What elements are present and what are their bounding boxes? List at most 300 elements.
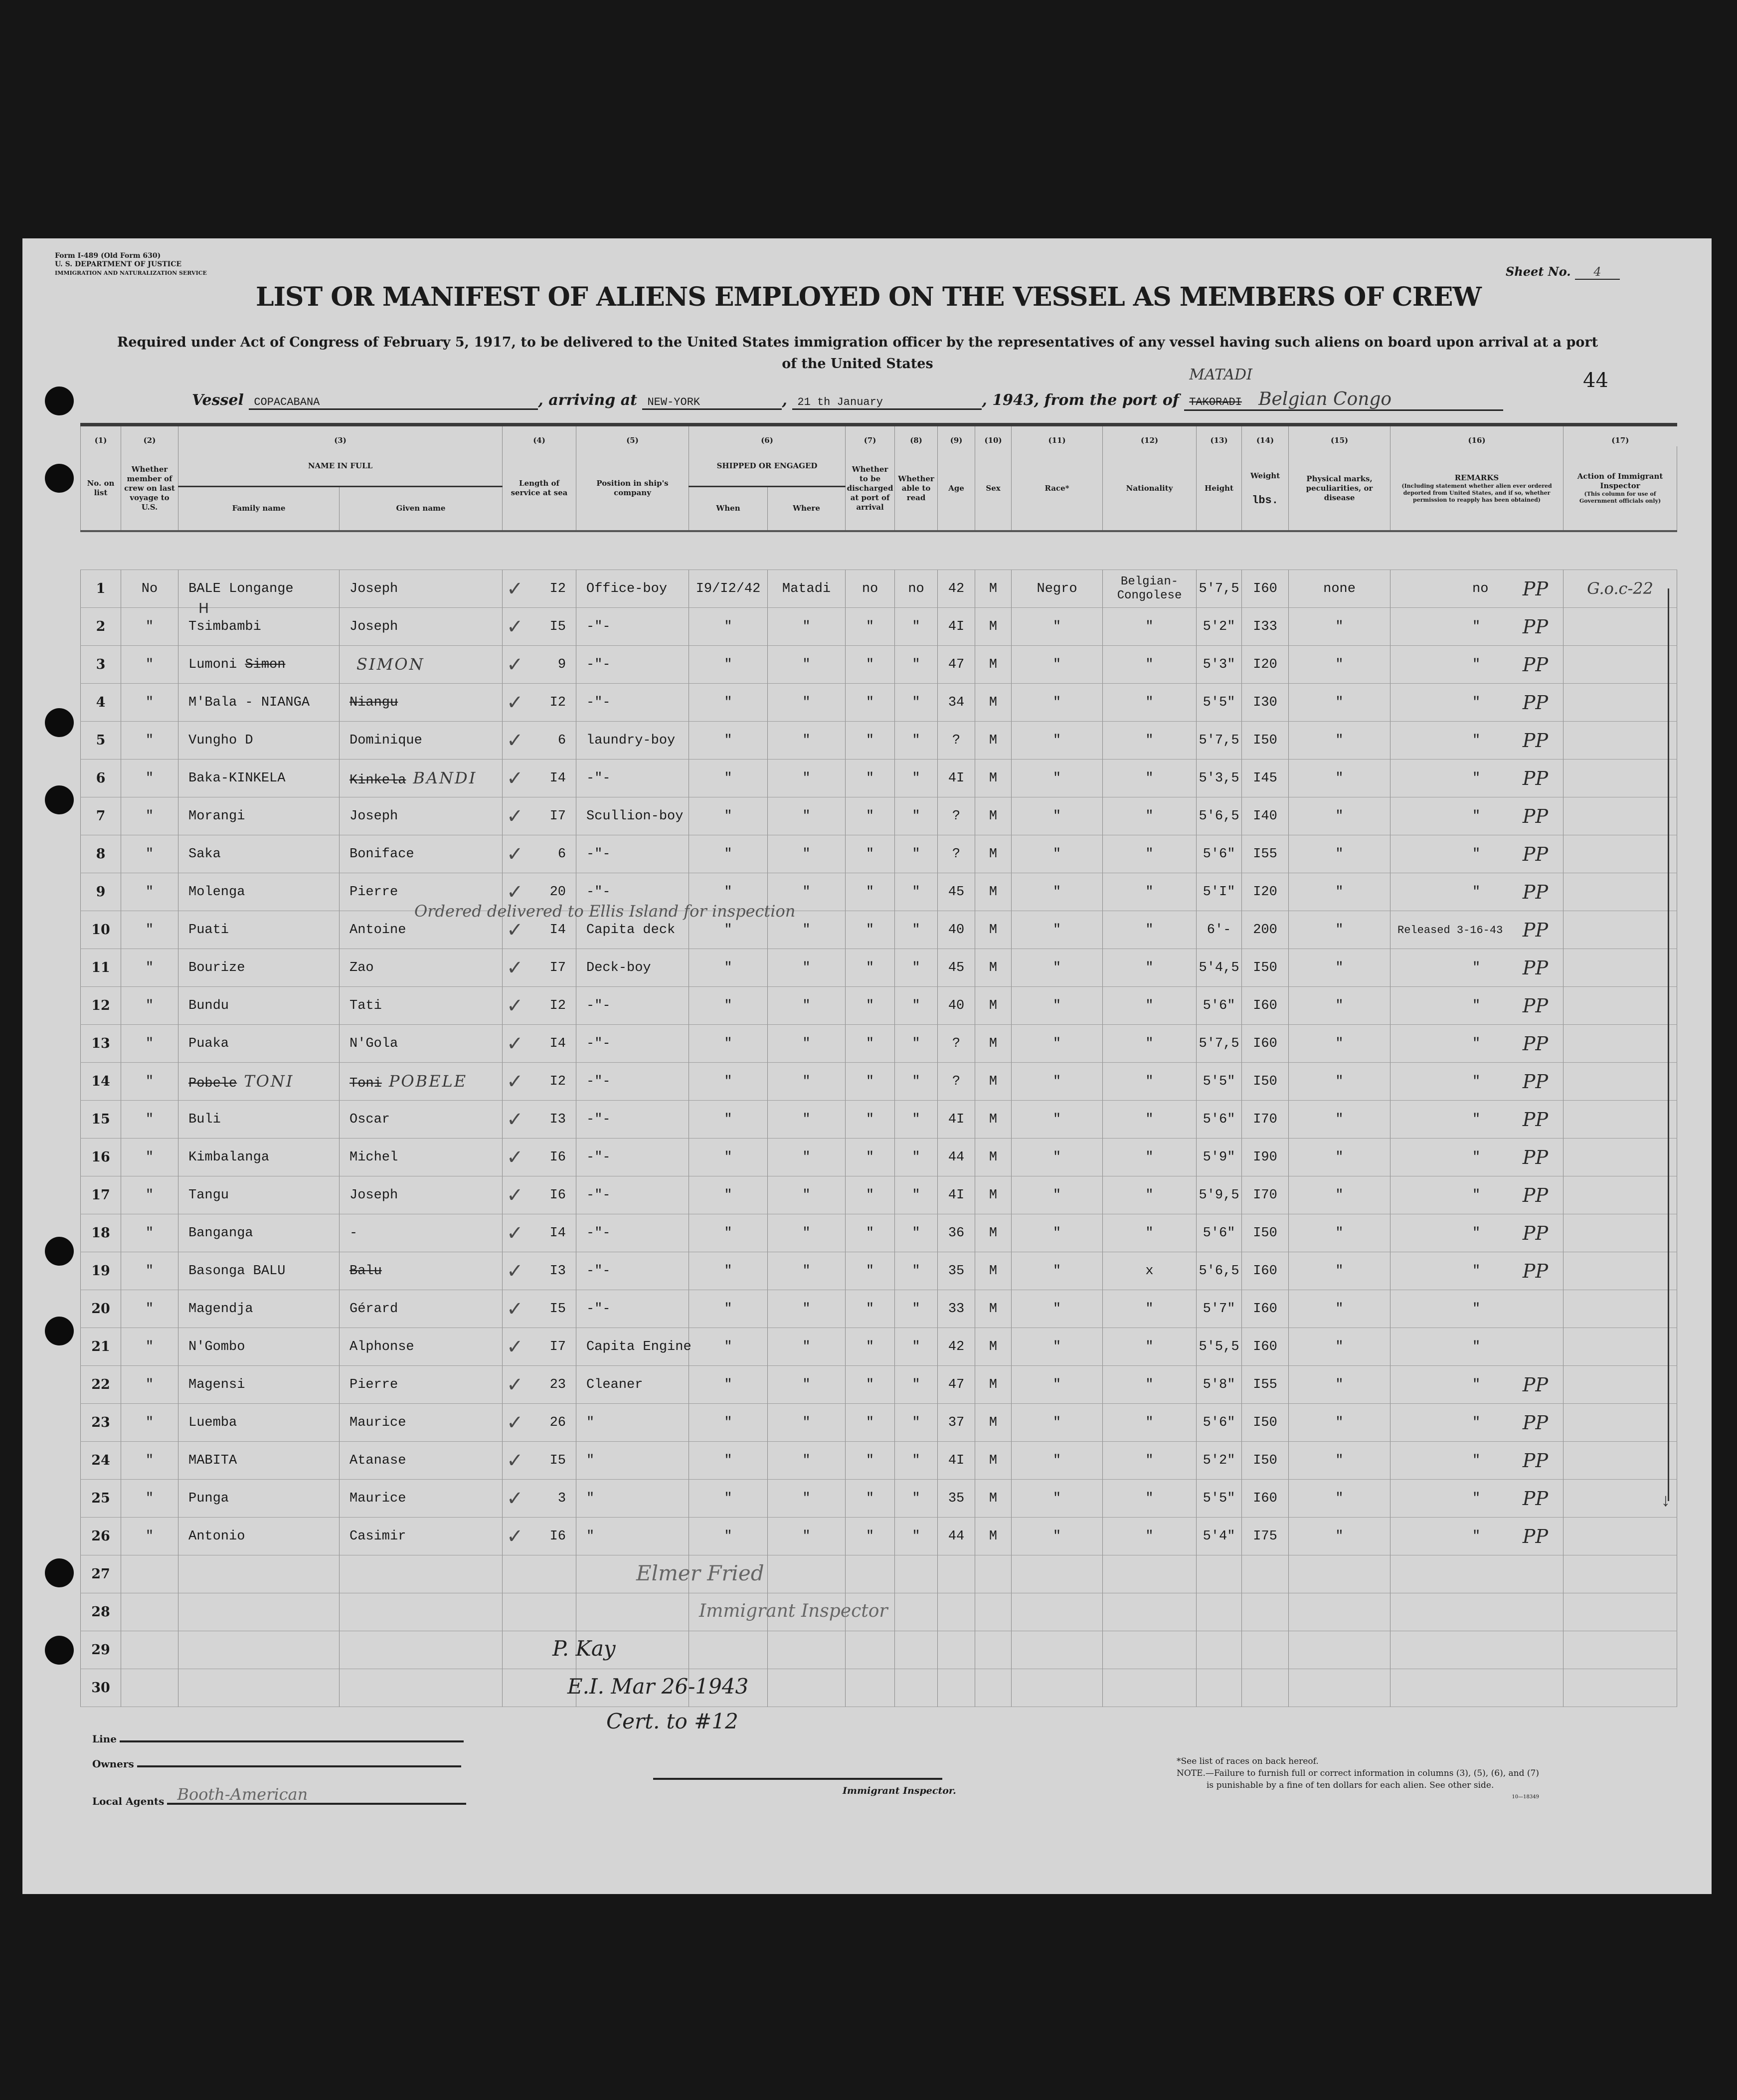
sex-cell (975, 797, 1012, 835)
previous-voyage-cell (121, 722, 178, 760)
spacer-row (81, 531, 1677, 570)
given-name: Boniface (349, 846, 414, 862)
inspector-action-cell (1563, 722, 1677, 760)
shipped-where: " (802, 1377, 811, 1392)
table-row (81, 1631, 1677, 1669)
shipped-where-cell (768, 949, 846, 987)
shipped-when-cell (689, 608, 768, 646)
able-to-read: " (912, 770, 920, 786)
shipped-where-cell (768, 1631, 846, 1669)
check-mark-icon: ✓ (507, 1183, 523, 1207)
age-cell (938, 646, 975, 684)
remarks-cell (1390, 1290, 1563, 1328)
col-header-height: Height (1197, 446, 1242, 531)
shipped-when: " (724, 846, 732, 862)
given-name: Pierre (349, 884, 398, 900)
check-mark-icon: ✓ (507, 1070, 523, 1093)
discharged-cell (846, 570, 895, 608)
shipped-when-cell (689, 1139, 768, 1176)
remarks-cell (1390, 1252, 1563, 1290)
departure-country-handwritten: Belgian Congo (1258, 389, 1392, 409)
able-to-read-cell (895, 1176, 938, 1214)
row-number-cell (81, 1214, 121, 1252)
inspector-action: G.o.c-22 (1587, 579, 1653, 598)
row-number: 5 (96, 733, 106, 748)
service-length: I5 (549, 1453, 566, 1468)
position: -"- (586, 1263, 611, 1279)
height: 5'6,5 (1199, 808, 1239, 824)
sex-cell (975, 1290, 1012, 1328)
sex-cell (975, 911, 1012, 949)
column-number: (11) (1012, 425, 1103, 447)
family-name: Tsimbambi (188, 619, 261, 634)
col-header-position: Position in ship's company (576, 446, 689, 531)
table-row (81, 797, 1677, 835)
service-length: I2 (549, 1074, 566, 1089)
position-cell (576, 835, 689, 873)
row-number-cell (81, 1139, 121, 1176)
able-to-read: " (912, 1149, 920, 1165)
race-cell (1012, 1555, 1103, 1593)
given-name-handwritten: POBELE (388, 1072, 468, 1091)
race: " (1052, 1491, 1061, 1506)
family-name-cell (178, 1480, 340, 1518)
previous-voyage: " (145, 1528, 154, 1544)
race: " (1052, 808, 1061, 824)
nationality-cell (1103, 1063, 1197, 1101)
able-to-read: " (912, 1225, 920, 1241)
sex: M (989, 1036, 998, 1051)
discharged: " (866, 1415, 874, 1430)
weight-cell (1242, 1176, 1289, 1214)
row-number-cell (81, 1101, 121, 1139)
previous-voyage: " (145, 1074, 154, 1089)
race: " (1052, 1263, 1061, 1279)
physical-marks-cell (1289, 949, 1390, 987)
nationality-cell (1103, 1631, 1197, 1669)
age: 44 (948, 1528, 965, 1544)
remarks: " (1472, 1187, 1481, 1203)
passport-mark: PP (1522, 843, 1549, 865)
remarks: " (1472, 1528, 1481, 1544)
age-cell (938, 873, 975, 911)
remarks: " (1472, 1074, 1481, 1089)
discharged: " (866, 960, 874, 975)
given-name-cell (340, 987, 503, 1025)
position: -"- (586, 619, 611, 634)
shipped-when-cell (689, 1290, 768, 1328)
given-name-cell (340, 1214, 503, 1252)
weight-cell (1242, 1442, 1289, 1480)
family-name: BALE Longange (188, 581, 294, 596)
given-name-cell (340, 1593, 503, 1631)
weight-cell (1242, 835, 1289, 873)
physical-marks: " (1335, 808, 1344, 824)
table-row (81, 949, 1677, 987)
race-cell (1012, 835, 1103, 873)
race: " (1052, 1415, 1061, 1430)
position: Deck-boy (586, 960, 651, 975)
position: Office-boy (586, 581, 668, 596)
family-name-handwritten: TONI (244, 1072, 294, 1091)
discharged-cell (846, 722, 895, 760)
height-cell (1197, 1176, 1242, 1214)
service-length: I6 (549, 1149, 566, 1165)
column-number: (7) (846, 425, 895, 447)
discharged: " (866, 1074, 874, 1089)
physical-marks-cell (1289, 1252, 1390, 1290)
arrow-down-icon: ↓ (1660, 1491, 1671, 1512)
column-header-row (81, 446, 1677, 486)
age: 4I (948, 1112, 965, 1127)
passport-mark: PP (1522, 1146, 1549, 1168)
check-mark-icon: ✓ (507, 880, 523, 904)
discharged: " (866, 1036, 874, 1051)
row-number: 2 (96, 619, 106, 634)
previous-voyage-cell (121, 1176, 178, 1214)
nationality-cell (1103, 1328, 1197, 1366)
given-name: N'Gola (349, 1036, 398, 1051)
sex: M (989, 846, 998, 862)
given-name-handwritten: SIMON (356, 655, 425, 674)
shipped-where-cell (768, 760, 846, 797)
service-length-cell (503, 1518, 576, 1555)
sex-cell (975, 835, 1012, 873)
age-cell (938, 987, 975, 1025)
position: -"- (586, 657, 611, 672)
height: 5'9" (1203, 1149, 1235, 1165)
physical-marks-cell (1289, 1518, 1390, 1555)
physical-marks: " (1335, 1453, 1344, 1468)
row-number-cell (81, 1404, 121, 1442)
given-name-cell (340, 1252, 503, 1290)
discharged: " (866, 657, 874, 672)
shipped-when: " (724, 657, 732, 672)
nationality-cell (1103, 1214, 1197, 1252)
age-cell (938, 1480, 975, 1518)
physical-marks-cell (1289, 1442, 1390, 1480)
previous-voyage-cell (121, 1214, 178, 1252)
position-cell (576, 1176, 689, 1214)
previous-voyage: " (145, 1377, 154, 1392)
family-name-cell (178, 873, 340, 911)
age: 35 (948, 1491, 965, 1506)
table-row (81, 1290, 1677, 1328)
family-name: Tangu (188, 1187, 229, 1203)
remarks-cell (1390, 873, 1563, 911)
sex-cell (975, 1480, 1012, 1518)
physical-marks: " (1335, 1491, 1344, 1506)
weight-cell (1242, 1555, 1289, 1593)
remarks: " (1472, 657, 1481, 672)
nationality: " (1145, 1377, 1154, 1392)
family-name-cell (178, 1328, 340, 1366)
table-row (81, 1480, 1677, 1518)
nationality-cell (1103, 1404, 1197, 1442)
height: 5'6" (1203, 1225, 1235, 1241)
inspector-action-cell (1563, 1404, 1677, 1442)
inspector-action-cell (1563, 1366, 1677, 1404)
weight-cell (1242, 1214, 1289, 1252)
position-cell (576, 760, 689, 797)
given-name-cell (340, 1328, 503, 1366)
previous-voyage-cell (121, 646, 178, 684)
local-agents-field (92, 1785, 466, 1807)
department: U. S. DEPARTMENT OF JUSTICE (55, 260, 182, 268)
discharged: " (866, 1149, 874, 1165)
sex-cell (975, 646, 1012, 684)
inspector-action-cell (1563, 1101, 1677, 1139)
race: " (1052, 1453, 1061, 1468)
remarks-cell (1390, 835, 1563, 873)
physical-marks: " (1335, 1149, 1344, 1165)
physical-marks-cell (1289, 760, 1390, 797)
remarks: " (1472, 1339, 1481, 1354)
previous-voyage: " (145, 619, 154, 634)
nationality-cell (1103, 1139, 1197, 1176)
shipped-where-cell (768, 1555, 846, 1593)
physical-marks-cell (1289, 1139, 1390, 1176)
nationality: " (1145, 619, 1154, 634)
family-name: Puaka (188, 1036, 229, 1051)
shipped-where-cell (768, 797, 846, 835)
family-name: Buli (188, 1112, 221, 1127)
sex-cell (975, 1139, 1012, 1176)
able-to-read-cell (895, 987, 938, 1025)
inspector-signature: Elmer Fried (636, 1561, 764, 1585)
race: " (1052, 1225, 1061, 1241)
service-length: I5 (549, 619, 566, 634)
sex: M (989, 1377, 998, 1392)
inspector-label: Immigrant Inspector. (843, 1785, 956, 1796)
physical-marks-cell (1289, 1593, 1390, 1631)
age-cell (938, 835, 975, 873)
race: " (1052, 1149, 1061, 1165)
age-cell (938, 1404, 975, 1442)
previous-voyage: " (145, 657, 154, 672)
able-to-read: " (912, 1263, 920, 1279)
row-number: 21 (91, 1339, 110, 1354)
row-number-cell (81, 873, 121, 911)
remarks: " (1472, 1415, 1481, 1430)
physical-marks-cell (1289, 797, 1390, 835)
table-row (81, 608, 1677, 646)
form-code: 10—18349 (1512, 1794, 1539, 1800)
able-to-read-cell (895, 1669, 938, 1707)
passport-mark: PP (1522, 1032, 1549, 1055)
shipped-where: " (802, 1491, 811, 1506)
remarks-cell (1390, 911, 1563, 949)
position-cell (576, 1101, 689, 1139)
shipped-when: " (724, 1528, 732, 1544)
position-cell (576, 1290, 689, 1328)
able-to-read-cell (895, 1290, 938, 1328)
sex: M (989, 884, 998, 900)
height: 5'6" (1203, 998, 1235, 1013)
able-to-read: no (908, 581, 924, 596)
weight-cell (1242, 873, 1289, 911)
weight: 200 (1253, 922, 1277, 938)
age-cell (938, 949, 975, 987)
certification-initials: P. Kay (552, 1636, 616, 1661)
position: -"- (586, 695, 611, 710)
physical-marks: " (1335, 1528, 1344, 1544)
remarks: " (1472, 1225, 1481, 1241)
check-mark-icon: ✓ (507, 653, 523, 676)
table-row (81, 873, 1677, 911)
given-name-cell (340, 1366, 503, 1404)
discharged-cell (846, 684, 895, 722)
shipped-where: " (802, 1225, 811, 1241)
shipped-when: " (724, 733, 732, 748)
physical-marks-cell (1289, 1101, 1390, 1139)
age-cell (938, 1328, 975, 1366)
service-length: 20 (549, 884, 566, 900)
remarks: " (1472, 846, 1481, 862)
sex-cell (975, 1101, 1012, 1139)
shipped-where-cell (768, 1669, 846, 1707)
discharged: " (866, 922, 874, 938)
row-number-cell (81, 608, 121, 646)
able-to-read: " (912, 1074, 920, 1089)
table-row (81, 1101, 1677, 1139)
given-name-cell (340, 684, 503, 722)
physical-marks-cell (1289, 1555, 1390, 1593)
physical-marks: " (1335, 695, 1344, 710)
family-name-cell (178, 722, 340, 760)
shipped-when-cell (689, 1593, 888, 1631)
height-cell (1197, 1480, 1242, 1518)
previous-voyage: " (145, 808, 154, 824)
able-to-read-cell (895, 1518, 938, 1555)
check-mark-icon: ✓ (507, 766, 523, 790)
physical-marks: " (1335, 1377, 1344, 1392)
shipped-when-cell (689, 1518, 768, 1555)
shipped-when-cell (689, 835, 768, 873)
given-name: Joseph (349, 1187, 398, 1203)
physical-marks-cell (1289, 722, 1390, 760)
service-length-cell (503, 570, 576, 608)
physical-marks-cell (1289, 835, 1390, 873)
nationality-cell (1103, 1669, 1197, 1707)
age: ? (952, 733, 961, 748)
previous-voyage: " (145, 922, 154, 938)
race-cell (1012, 760, 1103, 797)
remarks: " (1472, 1263, 1481, 1279)
weight-cell (1242, 1593, 1289, 1631)
row-number: 1 (96, 581, 106, 596)
weight: I60 (1253, 1263, 1277, 1279)
shipped-when-cell (689, 1442, 768, 1480)
position: Cleaner (586, 1377, 643, 1392)
shipped-where-cell (768, 1480, 846, 1518)
col-header-given-name: Given name (340, 486, 503, 531)
previous-voyage-cell (121, 835, 178, 873)
service-length: 6 (557, 733, 566, 748)
check-mark-icon: ✓ (507, 615, 523, 638)
discharged-cell (846, 1555, 895, 1593)
row-number-cell (81, 570, 121, 608)
weight: I60 (1253, 1491, 1277, 1506)
nationality-cell (1103, 1442, 1197, 1480)
table-row (81, 646, 1677, 684)
nationality-cell (1103, 949, 1197, 987)
shipped-where-cell (768, 1518, 846, 1555)
service-length-cell (503, 1252, 576, 1290)
able-to-read-cell (895, 1214, 938, 1252)
table-row (81, 684, 1677, 722)
discharged: " (866, 1225, 874, 1241)
discharged: " (866, 808, 874, 824)
sex-cell (975, 722, 1012, 760)
shipped-when: " (724, 695, 732, 710)
weight-cell (1242, 570, 1289, 608)
row-number: 14 (91, 1074, 110, 1089)
inspector-action-cell (1563, 1214, 1677, 1252)
shipped-when-cell (689, 1214, 768, 1252)
inspector-action-cell (1563, 1176, 1677, 1214)
remarks-cell (1390, 1593, 1563, 1631)
height: 5'7" (1203, 1301, 1235, 1317)
passport-mark: PP (1522, 653, 1549, 676)
sex-cell (975, 873, 1012, 911)
weight-cell (1242, 1480, 1289, 1518)
from-label: , from the port of (1034, 391, 1179, 409)
discharged-cell (846, 1442, 895, 1480)
nationality-cell (1103, 1025, 1197, 1063)
col-header-service: Length of service at sea (503, 446, 576, 531)
weight-unit: lbs. (1252, 494, 1278, 507)
age-cell (938, 570, 975, 608)
position-cell (576, 1366, 689, 1404)
weight-cell (1242, 1290, 1289, 1328)
shipped-where-cell (768, 1025, 846, 1063)
shipped-when-cell (689, 1101, 768, 1139)
service-length: 9 (557, 657, 566, 672)
age-cell (938, 1176, 975, 1214)
sex-cell (975, 1214, 1012, 1252)
age-cell (938, 1214, 975, 1252)
nationality-cell (1103, 873, 1197, 911)
race-cell (1012, 1252, 1103, 1290)
voyage-line: Vessel COPACABANA , arriving at NEW-YORK , 21 th January , 1943, from the port of TAKORADI MATADI Belgian Congo (192, 389, 1503, 411)
check-mark-icon: ✓ (507, 918, 523, 942)
able-to-read-cell (895, 1555, 938, 1593)
weight: I60 (1253, 1036, 1277, 1051)
shipped-where-cell (768, 1063, 846, 1101)
row-number-cell (81, 1442, 121, 1480)
family-name-cell (178, 1593, 340, 1631)
given-name-cell (340, 1176, 503, 1214)
discharged-cell (846, 1101, 895, 1139)
age: 34 (948, 695, 965, 710)
age-cell (938, 1025, 975, 1063)
position: -"- (586, 1301, 611, 1317)
height-cell (1197, 684, 1242, 722)
position: Scullion-boy (586, 808, 684, 824)
position: -"- (586, 1112, 611, 1127)
passport-mark: PP (1522, 919, 1549, 941)
table-row (81, 1214, 1677, 1252)
remarks-cell (1390, 1176, 1563, 1214)
family-name-cell (178, 1290, 340, 1328)
physical-marks: " (1335, 619, 1344, 634)
service-length-cell (503, 1366, 576, 1404)
race-cell (1012, 1139, 1103, 1176)
age: 4I (948, 619, 965, 634)
shipped-where: " (802, 808, 811, 824)
passport-mark: PP (1522, 881, 1549, 903)
